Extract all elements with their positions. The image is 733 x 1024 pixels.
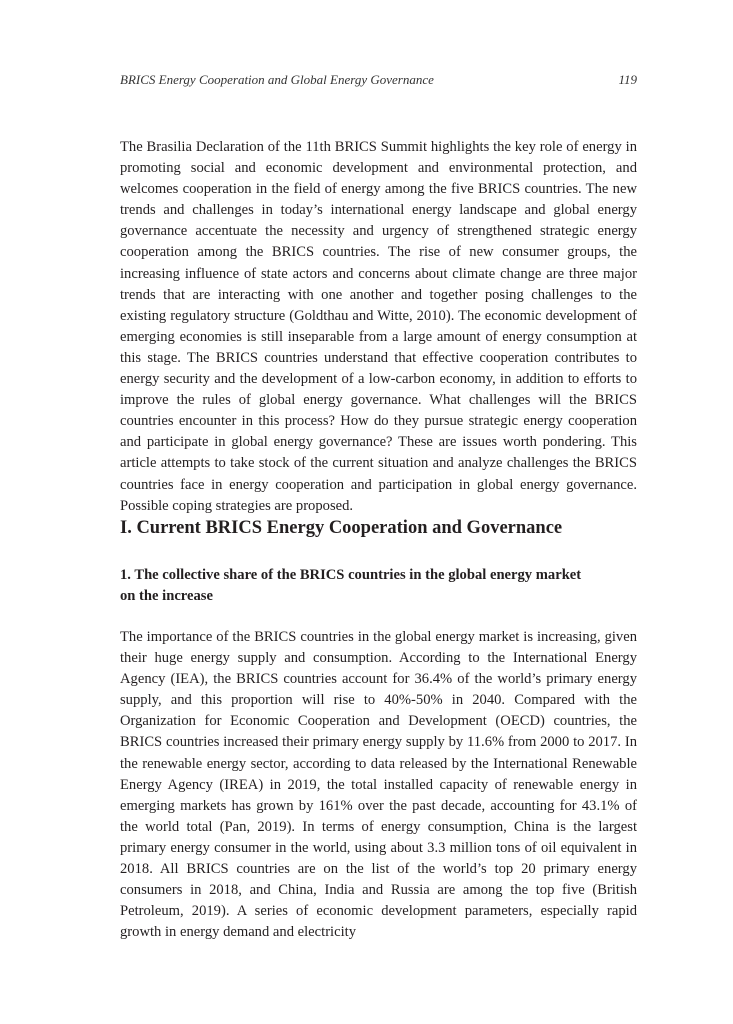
- subsection-heading: [120, 565, 640, 607]
- subsection-paragraph: The importance of the BRICS countries in the global energy market is increasing, given their huge energy supply and consumption. According to the International Energy Agency (IEA), the BRICS countries account for 36.4% of the world’s primary energy supply, and this proportion will rise to 40%-50% in 2040. Compared with the Organization for Economic Cooperation and Development (OECD) countries, the BRICS countries increased their primary energy supply by 11.6% from 2000 to 2017. In the renewable energy sector, according to data released by the International Renewable Energy Agency (IREA) in 2019, the total installed capacity of renewable energy in emerging markets has grown by 161% over the past decade, accounting for 43.1% of the world total (Pan, 2019). In terms of energy consumption, China is the largest primary energy consumer in the world, using about 3.3 million tons of oil equivalent in 2018. All BRICS countries are on the list of the world’s top 20 primary energy consumers in 2018, and China, India and Russia are among the top five (British Petroleum, 2019). A series of economic development parameters, especially rapid growth in energy demand and electricity: [120, 629, 637, 941]
- subsection-heading-line-1: 1. The collective share of the BRICS countries in the global energy market: [120, 567, 582, 583]
- running-title: BRICS Energy Cooperation and Global Energy Governance: [120, 72, 434, 87]
- page-number: 119: [618, 72, 637, 87]
- section-heading: I. Current BRICS Energy Cooperation and Governance: [120, 518, 563, 538]
- subsection-heading-line-2: on the increase: [120, 588, 213, 604]
- intro-paragraph: The Brasilia Declaration of the 11th BRICS Summit highlights the key role of energy in promoting social and economic development and environmental protection, and welcomes cooperation in the field of energy among the five BRICS countries. The new trends and challenges in today’s international energy landscape and global energy governance accentuate the necessity and urgency of strengthened strategic energy cooperation among the BRICS countries. The rise of new consumer groups, the increasing influence of state actors and concerns about climate change are three major trends that are interacting with one another and together posing challenges to the existing regulatory structure (Goldthau and Witte, 2010). The economic development of emerging economies is still inseparable from a large amount of energy consumption at this stage. The BRICS countries understand that effective cooperation contributes to energy security and the development of a low-carbon economy, in addition to efforts to improve the rules of global energy governance. What challenges will the BRICS countries encounter in this process? How do they pursue strategic energy cooperation and participate in global energy governance? These are issues worth pondering. This article attempts to take stock of the current situation and analyze challenges the BRICS countries face in energy cooperation and participation in global energy governance. Possible coping strategies are proposed.: [120, 139, 637, 514]
- running-header: [120, 72, 637, 88]
